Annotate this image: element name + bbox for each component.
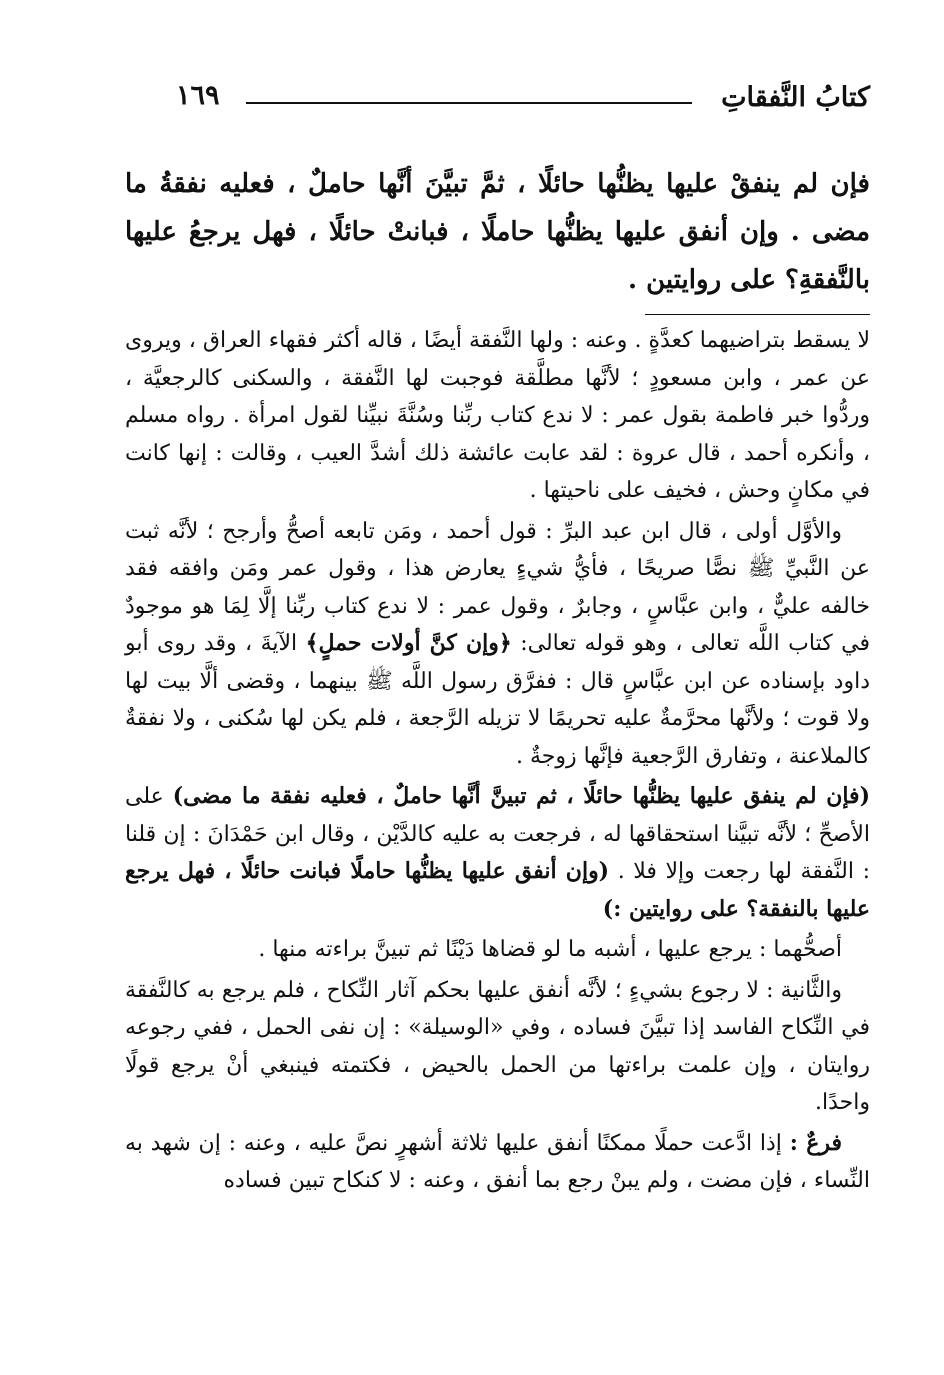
matn-quote: (وإن أنفق عليها يظنُّها حاملًا فبانت حائلًا ، فهل يرجع عليها بالنفقة؟ على روايتين :) (125, 858, 870, 922)
header-rule (246, 102, 692, 104)
commentary-text: على الأصحِّ ؛ لأنَّه تبيَّنا استحقاقها له ، فرجعت به عليه كالدَّيْن ، وقال ابن حَمْدَانَ : إن قلنا : النَّفقة لها رجعت وإلا فلا . (125, 784, 870, 884)
commentary-paragraph-3 (125, 778, 870, 928)
subsection-label: فرعٌ : (789, 1129, 843, 1156)
commentary-text: والأوَّل أولى ، قال ابن عبد البرِّ : قول أحمد ، ومَن تابعه أصحُّ وأرجح ؛ لأنَّه ثبت عن النَّبيِّ ﷺ نصًّا صريحًا ، فأيُّ شيءٍ يعارض هذا ، وقول عمر ومَن وافقه فقد خالفه عليٌّ ، وابن عبَّاسٍ ، وجابرٌ ، وقول عمر : لا ندع كتاب ربِّنا إلَّا لِمَا هو موجودٌ في كتاب اللَّه تعالى ، وهو قوله تعالى: (125, 518, 870, 656)
commentary-paragraph-1: لا يسقط بتراضيهما كعدَّةٍ . وعنه : ولها النَّفقة أيضًا ، قاله أكثر فقهاء العراق ، ويروى عن عمر ، وابن مسعودٍ ؛ لأنَّها مطلَّقة فوجبت لها النَّفقة ، والسكنى كالرجعيَّة ، وردُّوا خبر فاطمة بقول عمر : لا ندع كتاب ربِّنا وسُنَّةَ نبيِّنا لقول امرأة . رواه مسلم ، وأنكره أحمد ، قال عروة : لقد عابت عائشة ذلك أشدَّ العيب ، وقالت : إنها كانت في مكانٍ وحش ، فخيف على ناحيتها . (125, 328, 870, 503)
commentary-paragraph-6 (125, 1125, 870, 1200)
commentary-paragraph-5: والثَّانية : لا رجوع بشيءٍ ؛ لأنَّه أنفق عليها بحكم آثار النِّكاح ، فلم يرجع به كالنَّفقة في النِّكاح الفاسد إذا تبيَّنَ فساده ، وفي «الوسيلة» : إن نفى الحمل ، ففي رجوعه روايتان ، وإن علمت براءتها من الحمل بالحيض ، فكتمته فينبغي أنْ يرجع قولًا واحدًا. (125, 977, 870, 1115)
footnote-divider (645, 314, 870, 315)
page-header (150, 74, 870, 114)
main-text: فإن لم ينفقْ عليها يظنُّها حائلًا ، ثمَّ تبيَّنَ أنَّها حاملٌ ، فعليه نفقةُ ما مضى . وإن أنفق عليها يظنُّها حاملًا ، فبانتْ حائلًا ، فهل يرجعُ عليها بالنَّفقةِ؟ على روايتين . (125, 169, 870, 295)
commentary-paragraph-2 (125, 513, 870, 776)
commentary-block (125, 322, 870, 1203)
page-number: ١٦٩ (176, 80, 220, 111)
chapter-title: كتابُ النَّفقاتِ (721, 82, 870, 113)
quran-verse: ﴿وإن كنَّ أولات حملٍ﴾ (305, 630, 512, 656)
commentary-text: إذا ادَّعت حملًا ممكنًا أنفق عليها ثلاثة أشهرٍ نصَّ عليه ، وعنه : إن شهد به النِّساء ، فإن مضت ، ولم يبنْ رجع بما أنفق ، وعنه : لا كنكاح تبين فساده (125, 1130, 870, 1193)
matn-quote: (فإن لم ينفق عليها يظنُّها حائلًا ، ثم تبينَّ أنَّها حاملٌ ، فعليه نفقة ما مضى) (172, 783, 870, 809)
main-text-block (125, 160, 870, 304)
commentary-paragraph-4: أصحُّهما : يرجع عليها ، أشبه ما لو قضاها دَيْنًا ثم تبينَّ براءته منها . (258, 937, 842, 962)
commentary-text: الآيةَ ، وقد روى أبو داود بإسناده عن ابن عبَّاسٍ قال : ففرَّق رسول اللَّه ﷺ بينهما ، وقضى ألَّا بيت لها ولا قوت ؛ ولأنَّها محرَّمةٌ عليه تحريمًا لا تزيله الرَّجعة ، فلم يكن لها سُكنى ، ولا نفقةٌ كالملاعنة ، وتفارق الرَّجعية فإنَّها زوجةٌ . (125, 631, 870, 769)
